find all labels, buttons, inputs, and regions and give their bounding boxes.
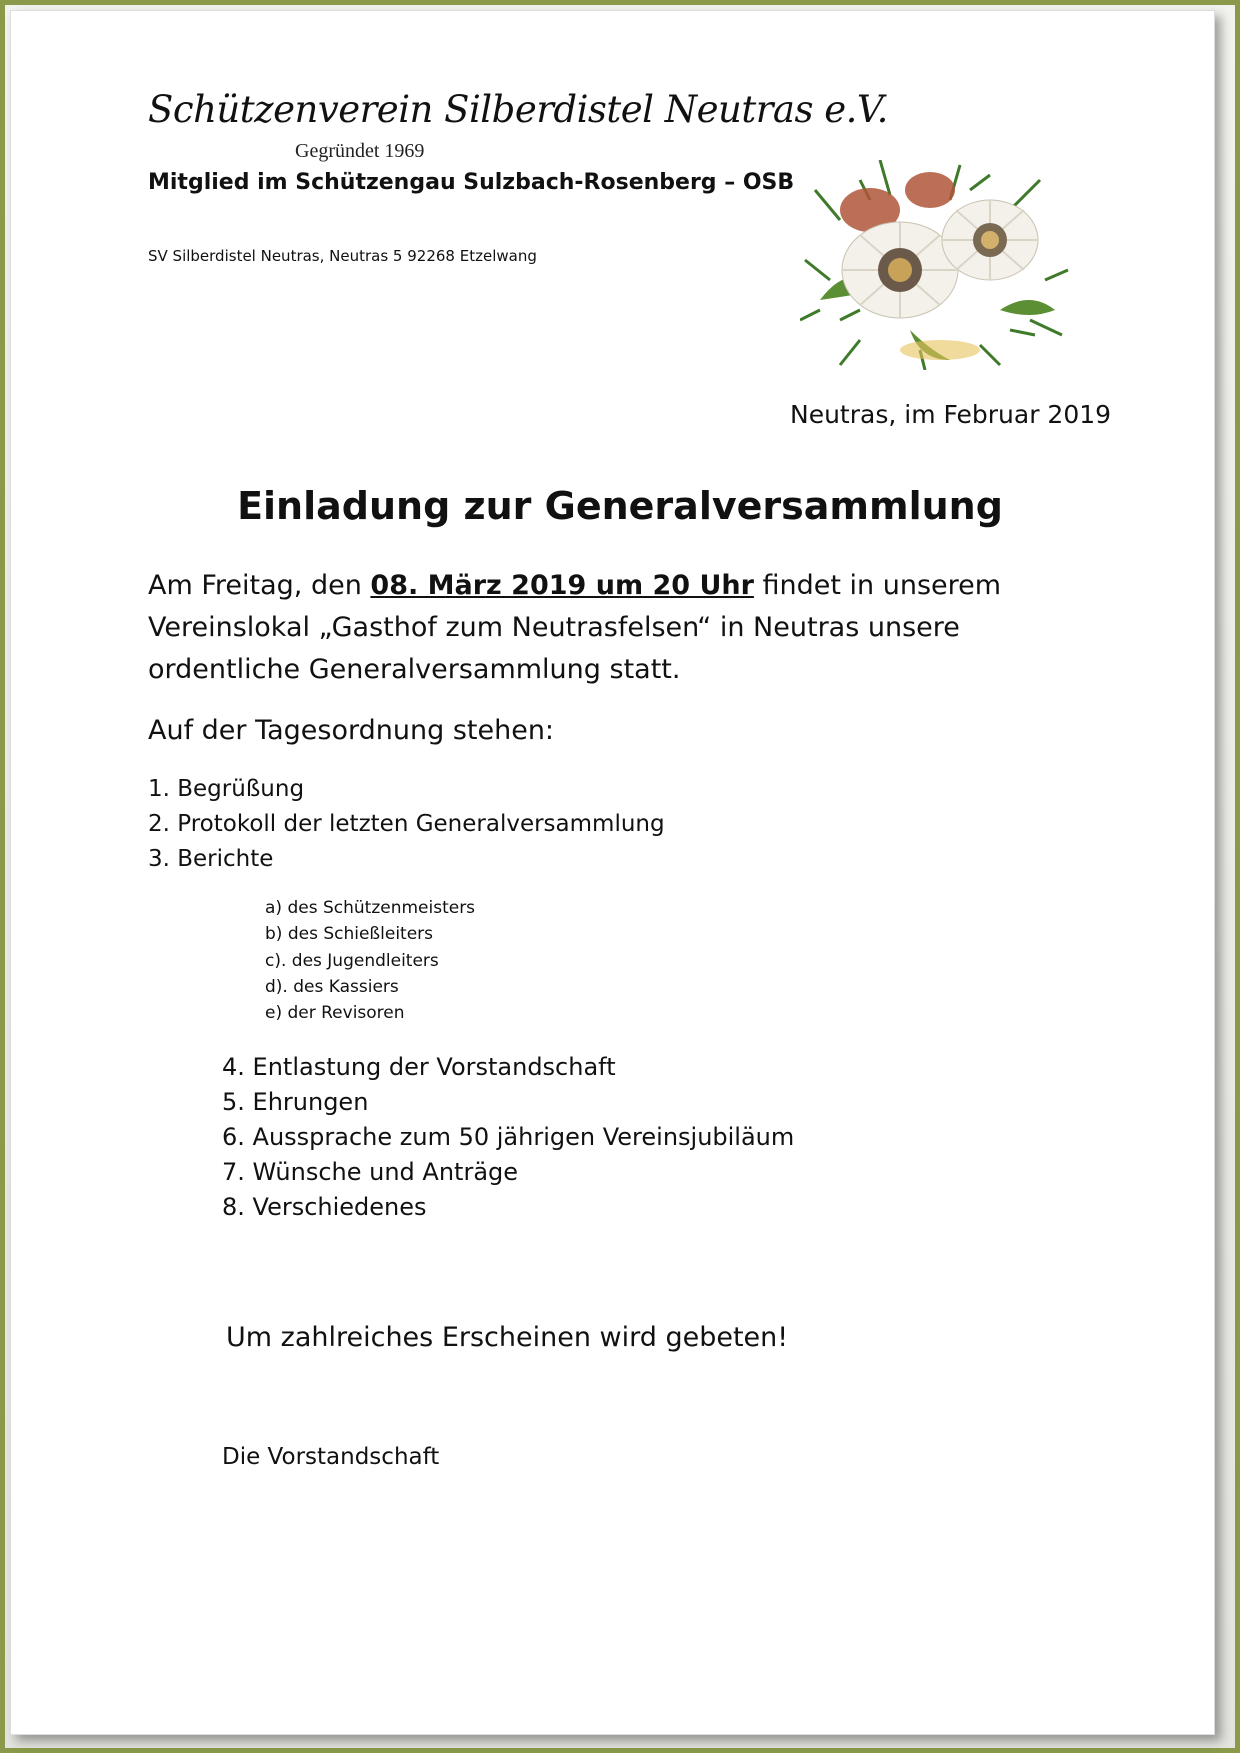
agenda-list-part2 <box>222 1050 794 1225</box>
closing-line: Um zahlreiches Erscheinen wird gebeten! <box>226 1322 789 1353</box>
agenda-item: 7. Wünsche und Anträge <box>222 1158 519 1186</box>
agenda-heading: Auf der Tagesordnung stehen: <box>148 715 555 746</box>
thistle-flower-icon <box>800 160 1070 370</box>
invitation-line-3: ordentliche Generalversammlung statt. <box>148 654 681 685</box>
agenda-item: 6. Aussprache zum 50 jährigen Vereinsjubiläum <box>222 1123 795 1151</box>
agenda-item: 5. Ehrungen <box>222 1088 369 1116</box>
agenda-subitem: e) der Revisoren <box>265 1003 405 1024</box>
agenda-subitem: a) des Schützenmeisters <box>265 898 476 918</box>
agenda-subitem: d). des Kassiers <box>265 976 399 997</box>
agenda-item: 8. Verschiedenes <box>222 1193 427 1221</box>
membership-line: Mitglied im Schützengau Sulzbach-Rosenberg – OSB <box>148 170 795 195</box>
document-title: Einladung zur Generalversammlung <box>237 484 1003 528</box>
agenda-item: 4. Entlastung der Vorstandschaft <box>222 1053 616 1081</box>
agenda-list-part1 <box>148 772 665 877</box>
club-name: Schützenverein Silberdistel Neutras e.V. <box>148 88 888 131</box>
agenda-subitem: c). des Jugendleiters <box>265 950 439 971</box>
signature: Die Vorstandschaft <box>222 1444 440 1470</box>
agenda-subitem: b) des Schießleiters <box>265 924 434 945</box>
invitation-paragraph <box>148 565 1001 691</box>
date-line: Neutras, im Februar 2019 <box>790 400 1112 429</box>
agenda-item: 2. Protokoll der letzten Generalversammlung <box>148 811 665 837</box>
founded-year: Gegründet 1969 <box>295 140 425 162</box>
sender-address: SV Silberdistel Neutras, Neutras 5 92268 Etzelwang <box>148 247 537 265</box>
meeting-date: 08. März 2019 um 20 Uhr <box>370 570 754 601</box>
agenda-item: 3. Berichte <box>148 846 274 872</box>
invitation-line-2: Vereinslokal „Gasthof zum Neutrasfelsen“ in Neutras unsere <box>148 612 960 643</box>
agenda-item: 1. Begrüßung <box>148 776 305 802</box>
invitation-line-1: Am Freitag, den 08. März 2019 um 20 Uhr findet in unserem <box>148 570 1002 601</box>
agenda-sublist <box>265 895 475 1026</box>
